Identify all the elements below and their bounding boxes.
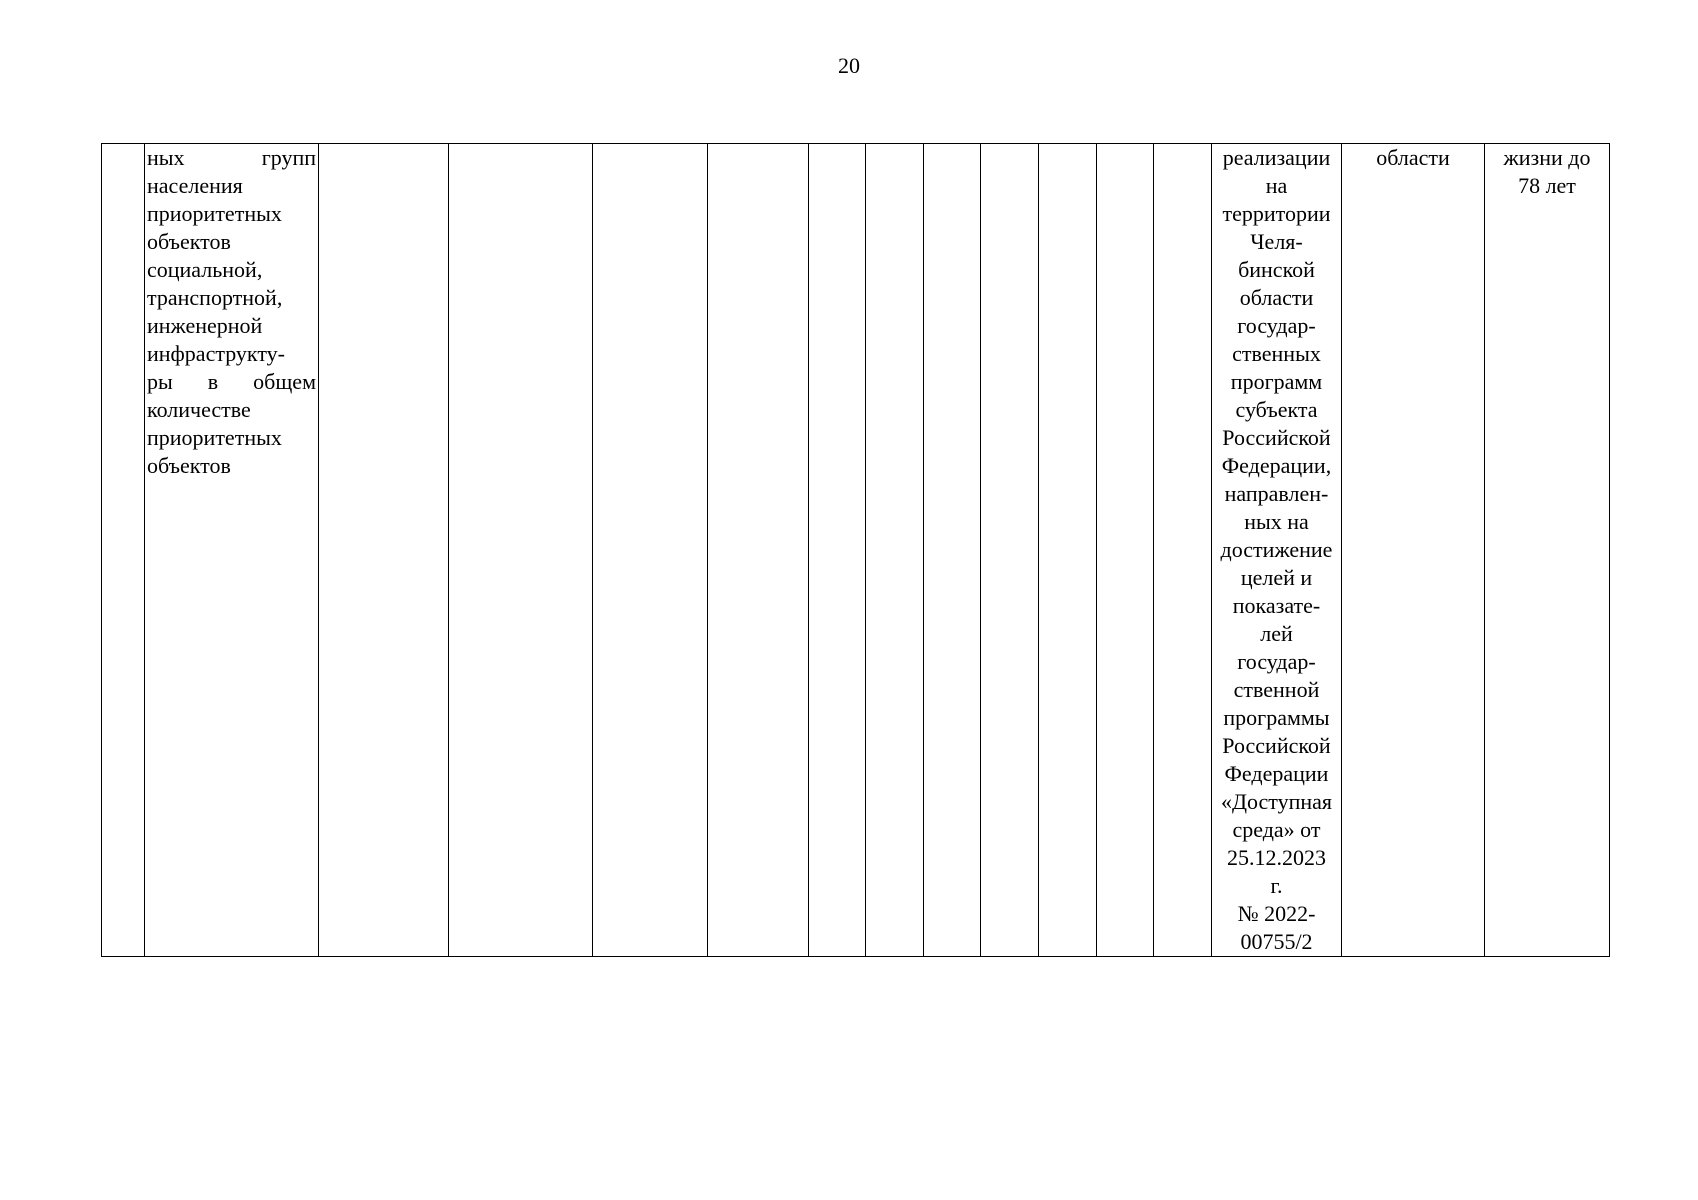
cell-line: государ- <box>1237 649 1316 674</box>
cell-line: № 2022- <box>1237 901 1316 926</box>
cell-line: Челя- <box>1250 229 1303 254</box>
cell-line: ры в общем <box>147 369 316 394</box>
cell-line: программы <box>1223 705 1330 730</box>
cell-line: показате- <box>1232 593 1321 618</box>
cell-line: инфраструкту- <box>147 341 285 366</box>
cell-line: г. <box>1270 873 1283 898</box>
cell-line: транспортной, <box>147 285 283 310</box>
cell-line: приоритетных <box>147 425 282 450</box>
cell-line: Федерации, <box>1221 453 1332 478</box>
table-cell-number <box>102 144 145 957</box>
page-number: 20 <box>838 53 860 78</box>
table-cell-col13 <box>1154 144 1212 957</box>
cell-line: на <box>1265 173 1288 198</box>
table-cell-col8 <box>866 144 924 957</box>
cell-line: реализации <box>1222 145 1331 170</box>
data-table <box>101 143 1610 957</box>
table-cell-col3 <box>319 144 449 957</box>
cell-line: ственных <box>1232 341 1321 366</box>
cell-line: 00755/2 <box>1240 929 1313 954</box>
cell-line: социальной, <box>147 257 263 282</box>
cell-line: государ- <box>1237 313 1316 338</box>
cell-line: объектов <box>147 453 231 478</box>
table-cell-col6 <box>708 144 809 957</box>
cell-line: инженерной <box>147 313 263 338</box>
cell-line: количестве <box>147 397 251 422</box>
table-cell-col9 <box>924 144 981 957</box>
table-cell-col5 <box>593 144 708 957</box>
cell-line: целей и <box>1240 565 1313 590</box>
table-cell-last <box>1485 144 1610 957</box>
cell-line: области <box>1376 145 1450 170</box>
cell-line: ственной <box>1233 677 1320 702</box>
table-cell-col11 <box>1039 144 1097 957</box>
cell-line: достижение <box>1220 537 1333 562</box>
cell-line: 78 лет <box>1518 173 1576 198</box>
cell-line: направлен- <box>1224 481 1329 506</box>
cell-line: среда» от <box>1232 817 1321 842</box>
table-cell-col12 <box>1097 144 1154 957</box>
cell-line: лей <box>1260 621 1293 646</box>
cell-line: «Доступная <box>1220 789 1333 814</box>
cell-line: объектов <box>147 229 231 254</box>
cell-line: ных на <box>1244 509 1309 534</box>
table-cell-indicator-name <box>145 144 319 957</box>
cell-line: территории <box>1222 201 1331 226</box>
cell-line: программ <box>1230 369 1323 394</box>
table-row <box>102 144 1610 957</box>
cell-line: приоритетных <box>147 201 282 226</box>
cell-line: бинской <box>1238 257 1315 282</box>
cell-line: населения <box>147 173 243 198</box>
cell-line: Федерации <box>1224 761 1329 786</box>
cell-line: Российской <box>1222 425 1331 450</box>
table-cell-basis <box>1212 144 1342 957</box>
table-cell-col7 <box>809 144 866 957</box>
table-cell-col10 <box>981 144 1039 957</box>
cell-line: субъекта <box>1235 397 1318 422</box>
cell-line: Российской <box>1222 733 1331 758</box>
table-cell-region <box>1342 144 1485 957</box>
table-cell-col4 <box>449 144 593 957</box>
cell-line: области <box>1239 285 1314 310</box>
cell-line: ных групп <box>147 145 316 170</box>
cell-line: жизни до <box>1503 145 1591 170</box>
cell-line: 25.12.2023 <box>1227 845 1326 870</box>
